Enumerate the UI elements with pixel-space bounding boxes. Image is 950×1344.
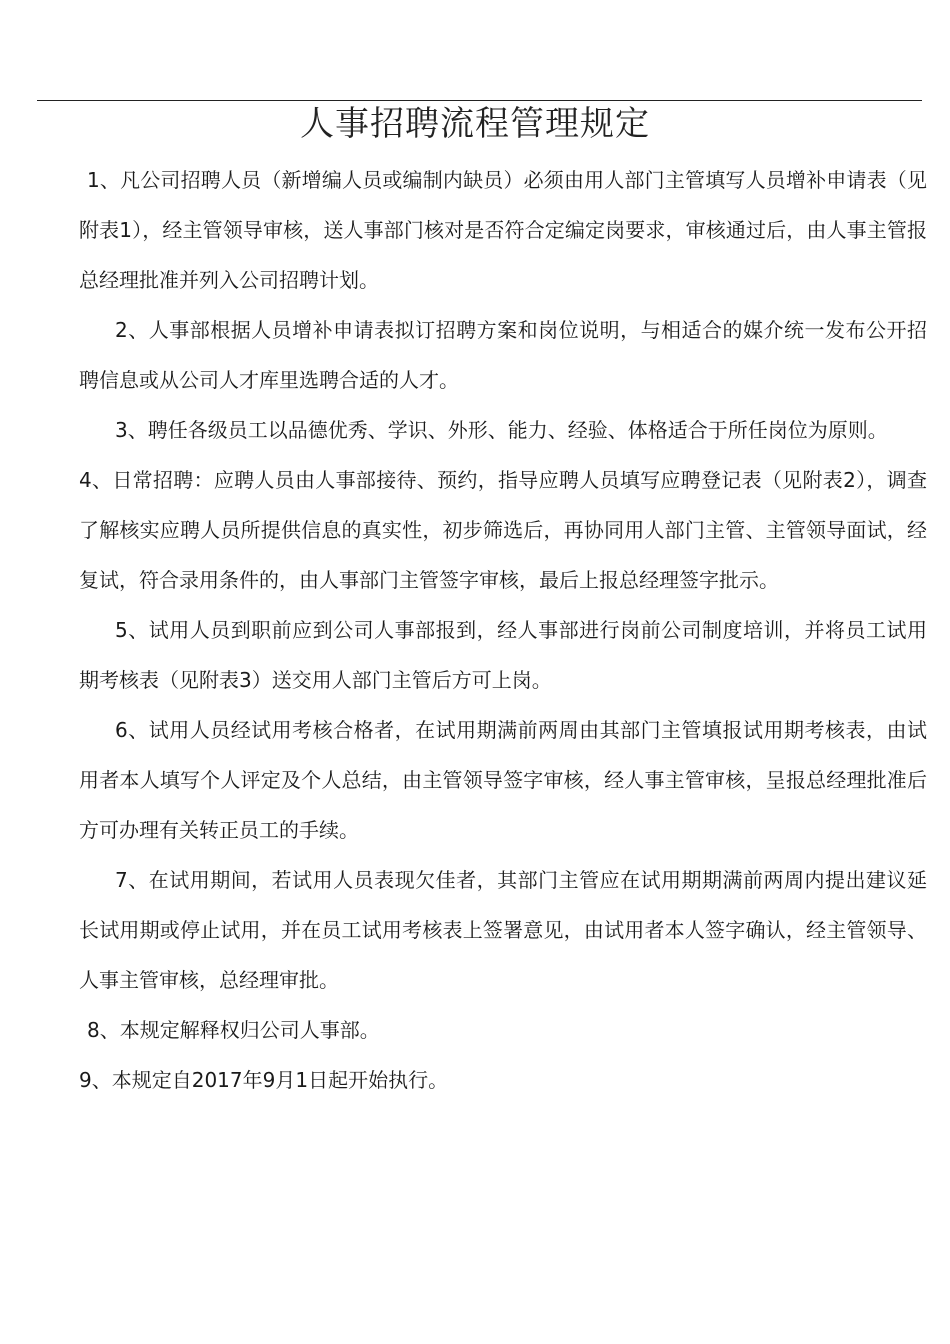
paragraph-4: 4、日常招聘：应聘人员由人事部接待、预约，指导应聘人员填写应聘登记表（见附表2），调查了解核实应聘人员所提供信息的真实性，初步筛选后，再协同用人部门主管、主管领导面试，经复试，符合录用条件的，由人事部门主管签字审核，最后上报总经理签字批示。 xyxy=(79,468,927,592)
paragraph-6: 6、试用人员经试用考核合格者，在试用期满前两周由其部门主管填报试用期考核表，由试用者本人填写个人评定及个人总结，由主管领导签字审核，经人事主管审核，呈报总经理批准后方可办理有关转正员工的手续。 xyxy=(79,718,927,842)
paragraph-2: 2、人事部根据人员增补申请表拟订招聘方案和岗位说明，与相适合的媒介统一发布公开招聘信息或从公司人才库里选聘合适的人才。 xyxy=(79,318,927,392)
header-rule xyxy=(37,100,922,101)
paragraph-3: 3、聘任各级员工以品德优秀、学识、外形、能力、经验、体格适合于所任岗位为原则。 xyxy=(115,418,888,442)
paragraph-1: 1、凡公司招聘人员（新增编人员或编制内缺员）必须由用人部门主管填写人员增补申请表（见附表1），经主管领导审核，送人事部门核对是否符合定编定岗要求，审核通过后，由人事主管报总经理批准并列入公司招聘计划。 xyxy=(79,168,927,292)
paragraph-8: 8、本规定解释权归公司人事部。 xyxy=(87,1018,380,1042)
document-title: 人事招聘流程管理规定 xyxy=(300,104,650,144)
document-body xyxy=(79,155,927,1105)
paragraph-7: 7、在试用期间，若试用人员表现欠佳者，其部门主管应在试用期期满前两周内提出建议延长试用期或停止试用，并在员工试用考核表上签署意见，由试用者本人签字确认，经主管领导、人事主管审核，总经理审批。 xyxy=(79,868,927,992)
paragraph-5: 5、试用人员到职前应到公司人事部报到，经人事部进行岗前公司制度培训，并将员工试用期考核表（见附表3）送交用人部门主管后方可上岗。 xyxy=(79,618,927,692)
paragraph-9: 9、本规定自2017年9月1日起开始执行。 xyxy=(79,1068,449,1092)
